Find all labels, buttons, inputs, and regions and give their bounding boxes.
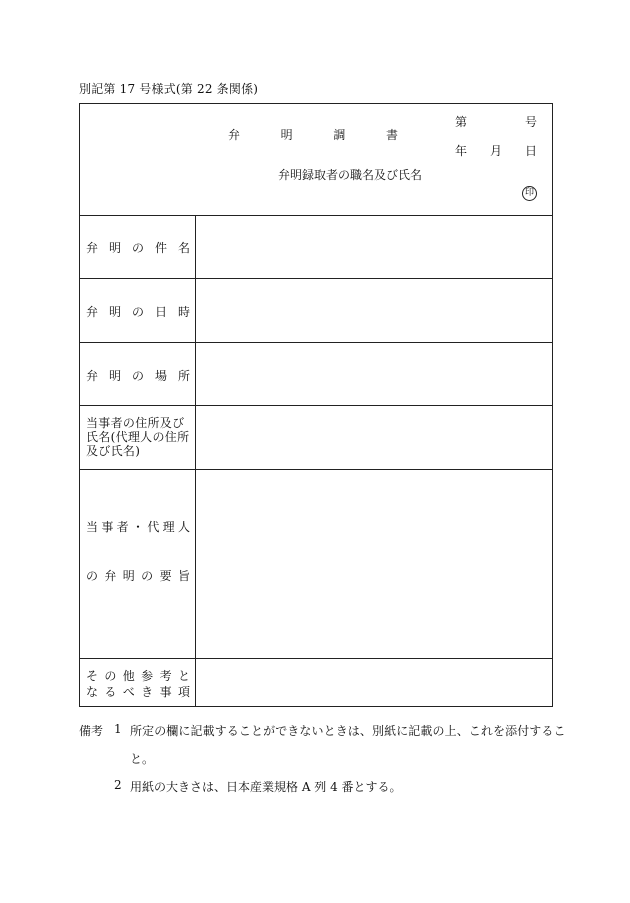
label-cell [80, 215, 196, 278]
row-other [80, 659, 552, 706]
label-char: 明 [108, 369, 121, 383]
summary-value-cell[interactable] [196, 470, 552, 658]
label-cell [80, 659, 196, 706]
number-suffix: 号 [524, 115, 537, 129]
label-char: の [131, 305, 144, 319]
title-char: 弁 [228, 128, 241, 142]
date-day: 日 [524, 144, 537, 158]
label-char: 明 [122, 569, 135, 583]
title-char: 明 [280, 128, 293, 142]
document-number [455, 113, 537, 130]
place-value-cell[interactable] [196, 343, 552, 405]
label-char: る [104, 685, 117, 699]
other-value-cell[interactable] [196, 659, 552, 706]
summary-label-line2 [86, 567, 190, 584]
label-char: 弁 [104, 569, 117, 583]
form-title: 別記第 17 号様式(第 22 条関係) [79, 82, 259, 96]
label-char: そ [86, 669, 99, 683]
row-place [80, 343, 552, 406]
label-char: 他 [122, 669, 135, 683]
title-char: 調 [333, 128, 346, 142]
label-char: 理 [162, 520, 175, 534]
document-title [228, 126, 398, 143]
label-char: の [131, 369, 144, 383]
label-char: べ [122, 685, 135, 699]
label-char: な [86, 685, 99, 699]
label-char: の [86, 569, 99, 583]
label-char: の [104, 669, 117, 683]
label-char: の [131, 241, 144, 255]
summary-label-line1 [86, 518, 190, 535]
header-cell [80, 104, 552, 216]
label-char: 者 [116, 520, 129, 534]
remark-2-number: 2 [114, 778, 122, 792]
label-char: 時 [177, 305, 190, 319]
label-char: 人 [177, 520, 190, 534]
label-char: 要 [159, 569, 172, 583]
date-month: 月 [489, 144, 502, 158]
remark-1-continuation: と。 [130, 752, 155, 766]
label-char: 参 [141, 669, 154, 683]
party-value-cell[interactable] [196, 406, 552, 469]
place-label [86, 367, 190, 384]
label-char: 明 [108, 305, 121, 319]
statement-form [79, 103, 553, 707]
label-char: き [141, 685, 154, 699]
label-char: 代 [147, 520, 160, 534]
document-date [455, 142, 537, 159]
other-label-line1 [86, 667, 190, 684]
label-char: 当 [86, 520, 99, 534]
other-label-line2 [86, 683, 190, 700]
row-party [80, 406, 552, 470]
label-cell [80, 470, 196, 658]
remark-2-text: 用紙の大きさは、日本産業規格 A 列 4 番とする。 [130, 780, 402, 794]
label-char: 日 [154, 305, 167, 319]
label-char: 弁 [86, 369, 99, 383]
subject-value-cell[interactable] [196, 215, 552, 278]
label-char: 明 [108, 241, 121, 255]
label-cell [80, 406, 196, 469]
label-char: と [177, 669, 190, 683]
label-char: 考 [159, 669, 172, 683]
remark-1-text: 所定の欄に記載することができないときは、別紙に記載の上、これを添付するこ [130, 724, 566, 738]
label-char: 項 [177, 685, 190, 699]
recorder-label: 弁明録取者の職名及び氏名 [278, 168, 423, 182]
label-cell [80, 343, 196, 405]
label-char: 場 [154, 369, 167, 383]
row-datetime [80, 279, 552, 343]
remark-1-number: 1 [114, 722, 122, 736]
label-cell [80, 279, 196, 342]
label-char: 事 [159, 685, 172, 699]
label-char: 弁 [86, 241, 99, 255]
label-char: 件 [154, 241, 167, 255]
row-summary [80, 470, 552, 659]
label-char: 所 [177, 369, 190, 383]
subject-label [86, 239, 190, 256]
label-char: 旨 [177, 569, 190, 583]
label-char: 名 [177, 241, 190, 255]
remarks-label: 備考 [79, 724, 104, 738]
party-label: 当事者の住所及び氏名(代理人の住所及び氏名) [86, 416, 190, 458]
row-subject [80, 215, 552, 279]
datetime-value-cell[interactable] [196, 279, 552, 342]
seal-mark: 印 [522, 186, 537, 201]
datetime-label [86, 303, 190, 320]
title-char: 書 [385, 128, 398, 142]
label-char: ・ [131, 520, 144, 534]
number-prefix: 第 [455, 115, 468, 129]
date-year: 年 [455, 144, 468, 158]
label-char: 弁 [86, 305, 99, 319]
label-char: 事 [101, 520, 114, 534]
label-char: の [141, 569, 154, 583]
